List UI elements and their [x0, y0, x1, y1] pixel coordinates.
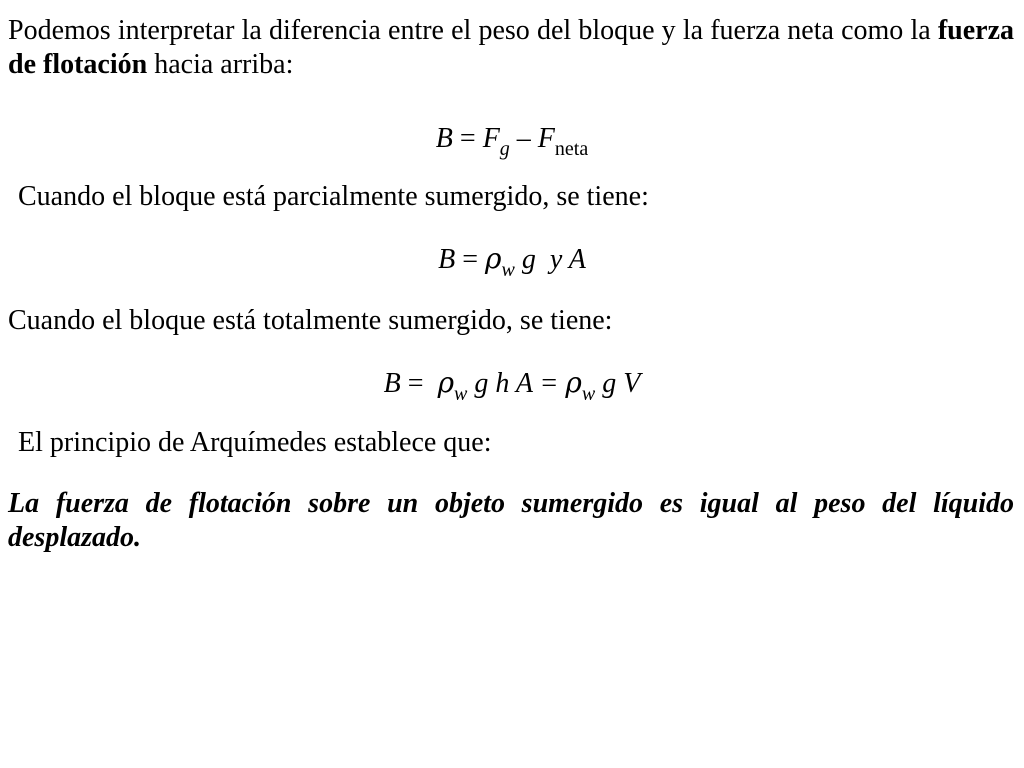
equation-partial [0, 242, 1024, 279]
eq1-lhs: B [435, 123, 453, 154]
archimedes-principle: La fuerza de flotación sobre un objeto sumergido es igual al peso del líquido desplazado. [8, 488, 1014, 553]
eq3-lhs: B [383, 368, 401, 399]
intro-paragraph [8, 14, 1014, 82]
eq3-mid: g h A = [467, 368, 566, 399]
eq2-equals: = [455, 244, 486, 275]
eq3-rho2: ρ [565, 366, 582, 399]
equation-total [0, 366, 1024, 403]
eq3-rho1: ρ [437, 366, 455, 399]
intro-bold-term: fuerza de flotación [8, 15, 1014, 80]
eq2-rho-sub: w [501, 259, 515, 281]
intro-text-b: hacia arriba: [147, 49, 294, 80]
eq1-equals: = [452, 123, 483, 154]
total-submerged-text: Cuando el bloque está totalmente sumergido, se tiene: [8, 305, 613, 336]
eq3-end: g V [595, 368, 641, 399]
eq1-f2: F [537, 123, 555, 154]
eq3-rho2-sub: w [581, 383, 596, 405]
eq1-f1-sub: g [499, 138, 510, 160]
eq3-rho1-sub: w [454, 383, 468, 405]
intro-text-a: Podemos interpretar la diferencia entre el peso del bloque y la fuerza neta como la [8, 15, 938, 46]
eq2-rho: ρ [485, 242, 502, 275]
eq2-rest: g y A [514, 244, 586, 275]
eq2-lhs: B [438, 244, 456, 275]
partial-submerged-text: Cuando el bloque está parcialmente sumergido, se tiene: [18, 181, 649, 212]
eq1-f1: F [482, 123, 500, 154]
equation-buoyancy-difference [0, 122, 1024, 158]
eq1-f2-sub: neta [554, 138, 589, 160]
eq3-equals: = [400, 368, 438, 399]
eq1-minus: – [509, 123, 538, 154]
archimedes-intro-text: El principio de Arquímedes establece que: [18, 427, 492, 458]
